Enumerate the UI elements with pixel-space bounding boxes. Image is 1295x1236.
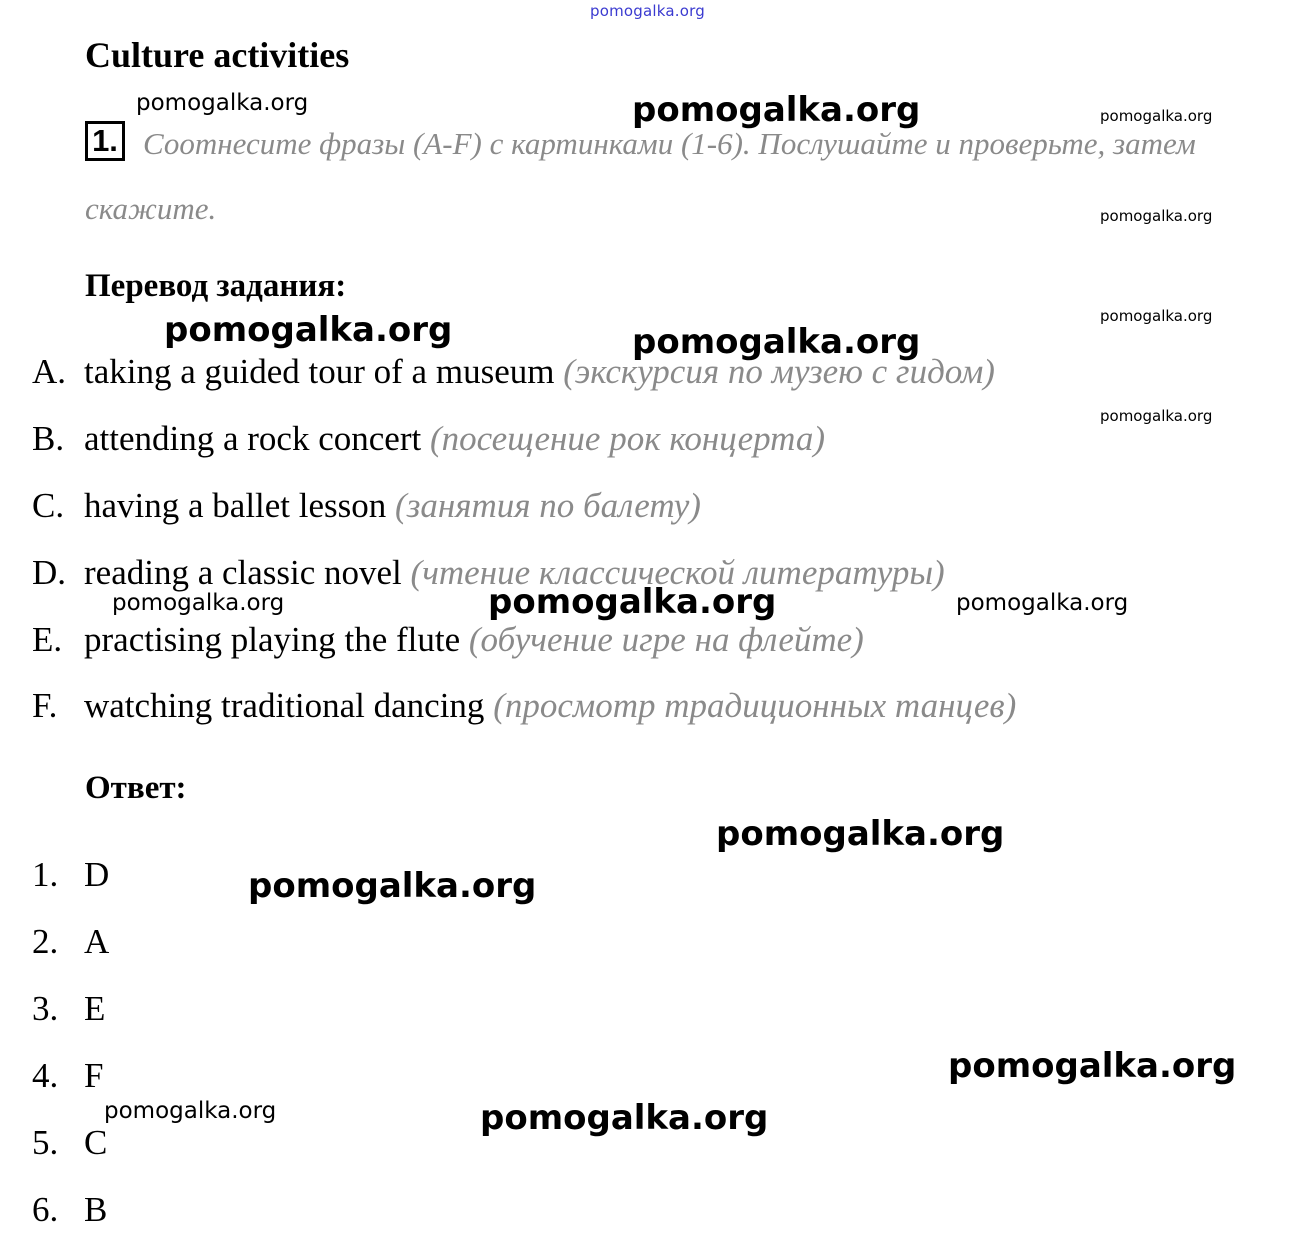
watermark: pomogalka.org [164, 310, 453, 350]
answer-row-4 [32, 1056, 103, 1096]
answer-row-5 [32, 1123, 107, 1163]
watermark: pomogalka.org [104, 1098, 277, 1124]
answer-row-1 [32, 855, 109, 895]
list-item-f [32, 686, 1016, 726]
task-number-box: 1. [85, 121, 125, 161]
item-translation: (посещение рок концерта) [429, 419, 826, 458]
item-translation: (обучение игре на флейте) [468, 620, 864, 659]
watermark: pomogalka.org [488, 582, 777, 622]
answer-number: 6. [32, 1190, 59, 1229]
item-text: having a ballet lesson [84, 486, 387, 525]
item-text: attending a rock concert [84, 419, 422, 458]
answer-value: D [84, 855, 110, 894]
answer-number: 5. [32, 1123, 59, 1162]
answer-number: 2. [32, 922, 59, 961]
watermark: pomogalka.org [716, 814, 1005, 854]
item-letter: F. [32, 686, 58, 725]
watermark: pomogalka.org [956, 590, 1129, 616]
item-translation: (чтение классической литературы) [410, 553, 945, 592]
watermark: pomogalka.org [632, 322, 921, 362]
item-text: taking a guided tour of a museum [84, 352, 555, 391]
item-letter: A. [32, 352, 67, 391]
answer-number: 3. [32, 989, 59, 1028]
task-instruction-line-1: Соотнесите фразы (A-F) с картинками (1-6). Послушайте и проверьте, затем [143, 126, 1196, 161]
answer-value: C [84, 1123, 108, 1162]
answer-value: E [84, 989, 106, 1028]
translation-heading: Перевод задания: [85, 268, 347, 304]
item-text: practising playing the flute [84, 620, 461, 659]
item-text: watching traditional dancing [84, 686, 485, 725]
answer-number: 1. [32, 855, 59, 894]
answer-value: F [84, 1056, 104, 1095]
item-translation: (экскурсия по музею с гидом) [563, 352, 995, 391]
watermark: pomogalka.org [1100, 407, 1213, 425]
item-letter: D. [32, 553, 67, 592]
answer-value: A [84, 922, 110, 961]
item-letter: B. [32, 419, 65, 458]
watermark: pomogalka.org [948, 1046, 1237, 1086]
section-title: Culture activities [85, 35, 350, 75]
watermark: pomogalka.org [1100, 207, 1213, 225]
answer-value: B [84, 1190, 108, 1229]
top-site-link[interactable]: pomogalka.org [590, 2, 705, 20]
item-text: reading a classic novel [84, 553, 402, 592]
answer-heading: Ответ: [85, 770, 187, 806]
watermark: pomogalka.org [632, 90, 921, 130]
answer-row-2 [32, 922, 109, 962]
watermark: pomogalka.org [1100, 307, 1213, 325]
list-item-b [32, 419, 825, 459]
answer-row-6 [32, 1190, 107, 1230]
item-translation: (занятия по балету) [395, 486, 701, 525]
watermark: pomogalka.org [136, 90, 309, 116]
watermark: pomogalka.org [1100, 107, 1213, 125]
watermark: pomogalka.org [248, 866, 537, 906]
answer-row-3 [32, 989, 105, 1029]
item-translation: (просмотр традиционных танцев) [493, 686, 1017, 725]
watermark: pomogalka.org [480, 1098, 769, 1138]
item-letter: C. [32, 486, 65, 525]
item-letter: E. [32, 620, 63, 659]
list-item-e [32, 620, 864, 660]
answer-number: 4. [32, 1056, 59, 1095]
list-item-c [32, 486, 701, 526]
watermark: pomogalka.org [112, 590, 285, 616]
task-instruction-line-2: скажите. [85, 191, 217, 226]
